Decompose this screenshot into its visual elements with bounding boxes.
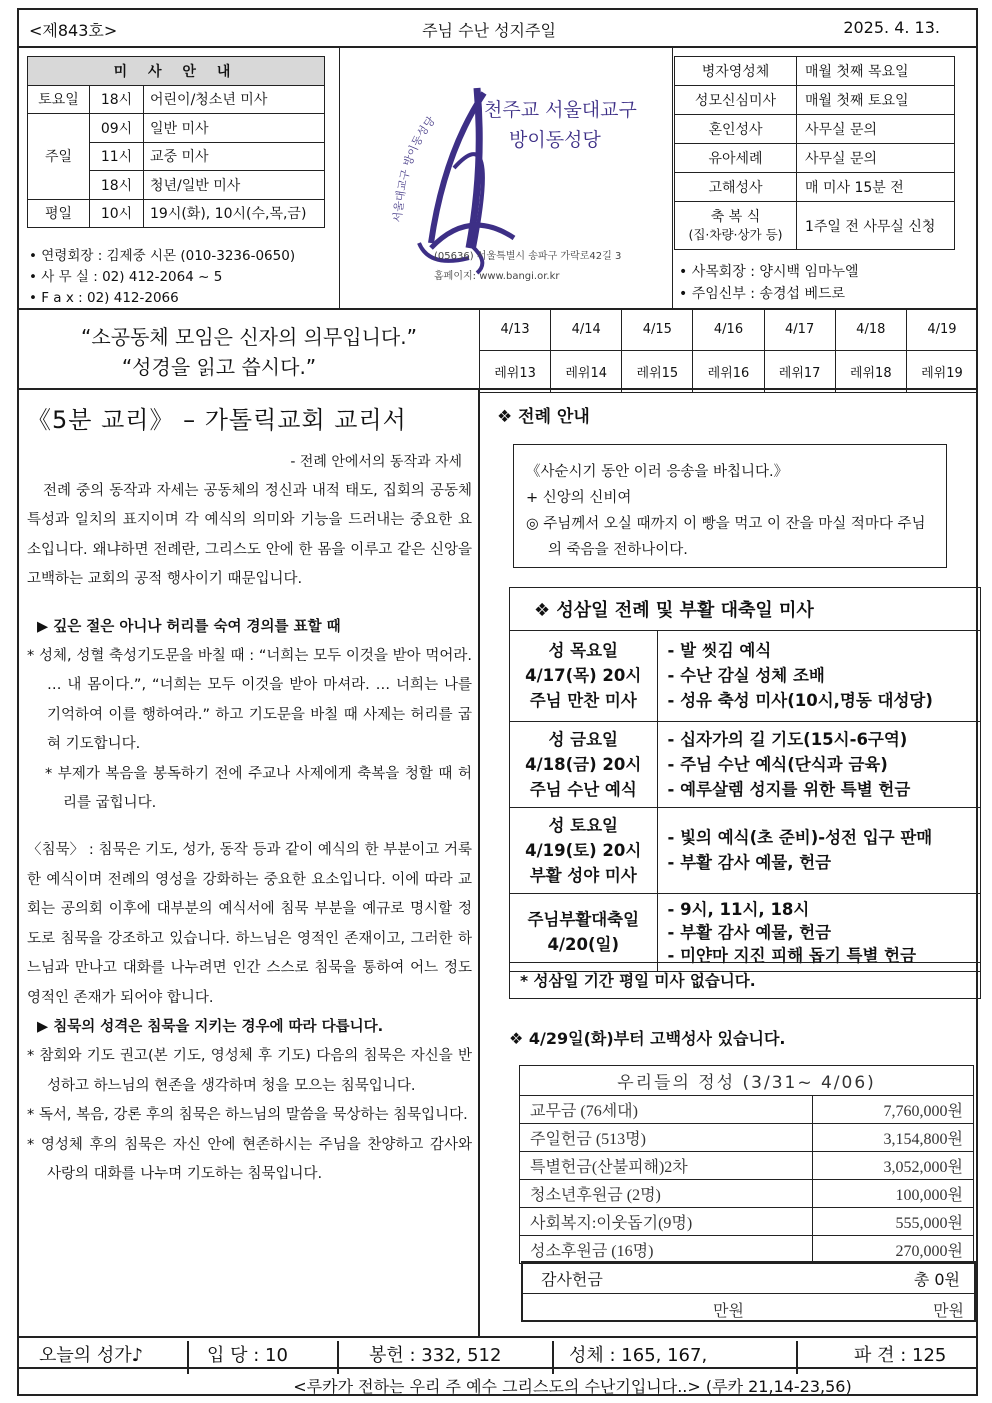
silence-bullet: * 독서, 복음, 강론 후의 침묵은 하느님의 말씀을 묵상하는 침묵입니다. (27, 1107, 468, 1124)
mass-desc: 교중 미사 (144, 142, 325, 171)
service-name-main: 축 복 식 (710, 208, 761, 225)
offering-item: 특별헌금(산불피해)2차 (520, 1152, 813, 1180)
holy-event: - 발 씻김 예식 (667, 641, 772, 661)
reading-book: 레위18 (835, 351, 906, 393)
holy-event: - 주님 수난 예식(단식과 금육) (667, 754, 888, 774)
reading-book: 레위15 (622, 351, 693, 393)
diamond-icon: ❖ (497, 407, 513, 427)
staff-council-chair: • 사목회장 : 양시백 임마누엘 (679, 264, 859, 280)
holy-events (657, 631, 980, 721)
offering-amount: 100,000원 (813, 1180, 974, 1208)
divider (672, 48, 673, 308)
holy-day-line: 성 금요일 (548, 729, 618, 749)
holy-event: - 예루살렘 성지를 위한 특별 헌금 (667, 779, 911, 799)
slogan-line: “소공동체 모임은 신자의 의무입니다.” (81, 325, 417, 349)
holy-day (510, 893, 657, 971)
mass-day: 주일 (28, 114, 90, 200)
reading-date: 4/19 (906, 309, 977, 351)
column-divider (478, 390, 480, 1336)
mass-desc: 일반 미사 (144, 114, 325, 143)
holy-week-table (510, 631, 980, 972)
hymn-label: 오늘의 성가♪ (39, 1345, 144, 1366)
table-row (510, 631, 980, 721)
logo-homepage: 홈페이지: www.bangi.or.kr (434, 271, 560, 282)
hymn-entrance: 입 당 : 10 (207, 1345, 288, 1366)
staff-list (679, 261, 859, 305)
offering-title: 우리들의 정성 (3/31~ 4/06) (520, 1066, 974, 1096)
reading-date: 4/17 (764, 309, 835, 351)
offering-item: 사회복지:이웃돕기(9명) (520, 1208, 813, 1236)
offering-item: 주일헌금 (513명) (520, 1124, 813, 1152)
holy-week-note: * 성삼일 기간 평일 미사 없습니다. (510, 962, 980, 998)
liturgy-box-title: 《사순시기 동안 이러 응송을 바칩니다.》 (526, 464, 789, 480)
parish-emblem-icon (349, 48, 669, 308)
logo-name-2: 방이동성당 (509, 129, 601, 151)
reading-book: 레위14 (551, 351, 622, 393)
holy-day (510, 721, 657, 807)
table-row (520, 1066, 974, 1096)
offering-table (519, 1065, 974, 1264)
reading-date: 4/13 (480, 309, 551, 351)
holy-event: - 부활 감사 예물, 헌금 (667, 922, 832, 942)
diamond-icon: ❖ (509, 1029, 529, 1048)
service-info: 매 미사 15분 전 (797, 173, 955, 202)
mass-desc: 어린이/청소년 미사 (144, 85, 325, 114)
diamond-icon: ❖ (534, 600, 557, 621)
holy-event: - 성유 축성 미사(10시,명동 대성당) (667, 691, 933, 711)
reading-book: 레위17 (764, 351, 835, 393)
hymn-recessional: 파 견 : 125 (854, 1345, 947, 1366)
catechism-section (27, 403, 472, 1189)
mass-time: 09시 (90, 114, 144, 143)
table-row (675, 202, 955, 250)
issue-date: 2025. 4. 13. (843, 18, 940, 37)
catechism-subtitle: - 전례 안에서의 동작과 자세 (290, 454, 462, 470)
table-row (520, 1152, 974, 1180)
bow-heading: ▶ 깊은 절은 아니나 허리를 숙여 경의를 표할 때 (37, 618, 341, 635)
holy-event: - 미얀마 지진 피해 돕기 특별 헌금 (667, 945, 917, 965)
slogan-line: “성경을 읽고 씁시다.” (121, 355, 317, 379)
holy-event: - 9시, 11시, 18시 (667, 899, 810, 919)
mass-time: 18시 (90, 171, 144, 200)
reading-date: 4/15 (622, 309, 693, 351)
logo-name-1: 천주교 서울대교구 (484, 99, 637, 121)
table-row (520, 1208, 974, 1236)
catechism-title: 《5분 교리》 – 가톨릭교회 교리서 (27, 406, 407, 434)
offering-amount: 3,154,800원 (813, 1124, 974, 1152)
bow-bullet: * 성체, 성혈 축성기도문을 바칠 때 : “너희는 모두 이것을 받아 먹어라. … 내 몸이다.”, “너희는 모두 이것을 받아 마셔라. … 너희는 나를 기억하여 이를 행하여라.” 하고 기도문을 바칠 때 사제는 허리를 굽혀 기도합니다. (27, 648, 472, 753)
offering-amount: 555,000원 (813, 1208, 974, 1236)
silence-heading: ▶ 침묵의 성격은 침묵을 지키는 경우에 따라 다릅니다. (37, 1018, 384, 1035)
bulletin-frame (17, 8, 978, 1396)
mass-time: 11시 (90, 142, 144, 171)
offering-item: 청소년후원금 (2명) (520, 1180, 813, 1208)
reading-book: 레위13 (480, 351, 551, 393)
contact-list (29, 246, 295, 309)
table-row (480, 309, 978, 351)
holy-event: - 부활 감사 예물, 헌금 (667, 853, 832, 872)
service-name: 병자영성체 (675, 57, 797, 86)
holy-day (510, 631, 657, 721)
thanks-unit: 만원 (713, 1303, 744, 1320)
service-name: 성모신심미사 (675, 86, 797, 115)
liturgy-heading-text: 전례 안내 (518, 407, 590, 427)
silence-bullet: * 영성체 후의 침묵은 자신 안에 현존하시는 주님을 찬양하고 감사와 사랑의 대화를 나누며 기도하는 침묵입니다. (27, 1136, 472, 1182)
slogan-band (19, 308, 976, 390)
liturgy-line: + 신앙의 신비여 (526, 490, 632, 506)
bow-bullet: * 부제가 복음을 봉독하기 전에 주교나 사제에게 축복을 청할 때 허리를 굽힙니다. (45, 765, 472, 812)
hymn-communion: 성체 : 165, 167, (569, 1345, 708, 1366)
table-row (28, 85, 325, 114)
holy-day-line: 4/19(토) 20시 (525, 840, 642, 860)
mass-day: 평일 (28, 199, 90, 228)
holy-day-line: 주님 만찬 미사 (529, 691, 637, 711)
contact-funeral: • 연령회장 : 김제중 시몬 (010-3236-0650) (29, 248, 296, 264)
contact-office: • 사 무 실 : 02) 412-2064 ~ 5 (29, 269, 223, 285)
holy-day-line: 성 목요일 (548, 641, 618, 661)
service-info: 매월 첫째 토요일 (797, 86, 955, 115)
issue-number: <제843호> (29, 21, 118, 40)
holy-day-line: 주님 수난 예식 (529, 779, 637, 799)
mass-time: 18시 (90, 85, 144, 114)
service-info: 사무실 문의 (797, 144, 955, 173)
holy-week-box (509, 587, 981, 999)
offering-item: 성소후원금 (16명) (520, 1236, 813, 1264)
holy-day-line: 주님부활대축일 (527, 910, 640, 929)
table-row (510, 721, 980, 807)
table-row (675, 86, 955, 115)
table-row (510, 893, 980, 971)
silence-paragraph: 〈침묵〉 : 침묵은 기도, 성가, 동작 등과 같이 예식의 한 부분이고 거룩한 예식이며 전례의 영성을 강화하는 중요한 요소입니다. 이에 따라 교회는 공의회 이후에 대부분의 예식서에 침묵 부분을 예규로 명시할 정도로 침묵을 강조하고 있습니다. 하느님은 영적인 존재이고, 그러한 하느님과 만나고 대화를 나누려면 인간 스스로 침묵을 통하여 어느 정도 영적인 존재가 되어야 합니다. (27, 842, 472, 1006)
holy-day (510, 807, 657, 893)
confession-notice (509, 1026, 785, 1049)
mass-time: 10시 (90, 199, 144, 228)
holy-day-line: 4/17(목) 20시 (525, 666, 642, 686)
svg-text:서울대교구 방이동성당 (390, 113, 438, 223)
holy-events (657, 807, 980, 893)
mass-desc: 19시(화), 10시(수,목,금) (144, 199, 325, 228)
catechism-intro: 전례 중의 동작과 자세는 공동체의 정신과 내적 태도, 집회의 공동체 특성과 일치의 표지이며 각 예식의 의미와 기능을 드러내는 중요한 요소입니다. 왜냐하면 전례란, 그리스도 안에 한 몸을 이루고 같은 신앙을 고백하는 교회의 공적 행사이기 때문입니다. (27, 483, 472, 588)
service-info: 1주일 전 사무실 신청 (797, 202, 955, 250)
holy-day-line: 4/18(금) 20시 (525, 754, 642, 774)
offering-item: 교무금 (76세대) (520, 1096, 813, 1124)
mass-desc: 청년/일반 미사 (144, 171, 325, 200)
contact-fax: • F a x : 02) 412-2066 (29, 290, 179, 306)
table-row (520, 1096, 974, 1124)
mass-schedule-table (27, 56, 325, 228)
table-row (675, 57, 955, 86)
table-row (520, 1124, 974, 1152)
divider (339, 48, 340, 308)
service-info: 매월 첫째 목요일 (797, 57, 955, 86)
thanks-label: 감사헌금 (541, 1270, 603, 1289)
holy-event: - 빛의 예식(초 준비)-성전 입구 판매 (667, 828, 933, 847)
service-name-sub: (집·차량·상가 등) (688, 226, 783, 242)
sunday-title: 주님 수난 성지주일 (422, 21, 556, 40)
offering-amount: 270,000원 (813, 1236, 974, 1264)
offering-amount: 3,052,000원 (813, 1152, 974, 1180)
reading-book: 레위16 (693, 351, 764, 393)
reading-book: 레위19 (906, 351, 977, 393)
hymn-offertory: 봉헌 : 332, 512 (369, 1345, 502, 1366)
table-row (480, 351, 978, 393)
reading-date: 4/18 (835, 309, 906, 351)
holy-events (657, 721, 980, 807)
table-row (510, 807, 980, 893)
mass-day: 토요일 (28, 85, 90, 114)
thanks-offering-box (521, 1261, 976, 1322)
service-name: 혼인성사 (675, 115, 797, 144)
silence-bullet: * 참회와 기도 권고(본 기도, 영성체 후 기도) 다음의 침묵은 자신을 반성하고 하느님의 현존을 생각하며 청을 모으는 침묵입니다. (27, 1048, 472, 1094)
reading-date: 4/16 (693, 309, 764, 351)
table-row (675, 173, 955, 202)
holy-week-title (510, 588, 980, 631)
logo-address: (05636) 서울특별시 송파구 가락로42길 3 (434, 251, 622, 262)
table-row (675, 144, 955, 173)
service-info: 사무실 문의 (797, 115, 955, 144)
table-row (520, 1236, 974, 1264)
staff-pastor: • 주임신부 : 송경섭 베드로 (679, 286, 846, 302)
confession-text: 4/29일(화)부터 고백성사 있습니다. (528, 1029, 786, 1048)
holy-day-line: 성 토요일 (548, 815, 618, 835)
holy-event: - 십자가의 길 기도(15시-6구역) (667, 729, 908, 749)
table-row (520, 1180, 974, 1208)
gospel-reading: <루카가 전하는 우리 주 예수 그리스도의 수난기입니다..> (루카 21,14-23,56) (293, 1377, 852, 1396)
table-row (675, 115, 955, 144)
sacrament-table (674, 56, 955, 250)
holy-day-line: 4/20(일) (547, 935, 619, 954)
service-name (675, 202, 797, 250)
parish-logo (349, 48, 669, 308)
holy-week-title-text: 성삼일 전례 및 부활 대축일 미사 (556, 600, 814, 621)
offering-amount: 7,760,000원 (813, 1096, 974, 1124)
liturgy-box (513, 444, 947, 568)
thanks-unit: 만원 (933, 1303, 964, 1320)
table-row (28, 199, 325, 228)
liturgy-line: ◎ 주님께서 오실 때까지 이 빵을 먹고 이 잔을 마실 적마다 주님의 죽음을 전하나이다. (526, 516, 926, 558)
bible-reading-table (479, 308, 978, 393)
reading-date: 4/14 (551, 309, 622, 351)
liturgy-heading (497, 402, 590, 427)
thanks-total: 총 0원 (913, 1270, 960, 1289)
logo-arc-text: 서울대교구 방이동성당 (391, 114, 438, 224)
hymn-bar (19, 1336, 976, 1369)
mass-table-title: 미 사 안 내 (28, 57, 325, 86)
table-row (28, 114, 325, 143)
service-name: 고해성사 (675, 173, 797, 202)
holy-event: - 수난 감실 성체 조배 (667, 666, 825, 686)
header-bar (19, 10, 976, 48)
service-name: 유아세례 (675, 144, 797, 173)
holy-day-line: 부활 성야 미사 (529, 865, 637, 885)
holy-events (657, 893, 980, 971)
slogan (19, 322, 479, 382)
